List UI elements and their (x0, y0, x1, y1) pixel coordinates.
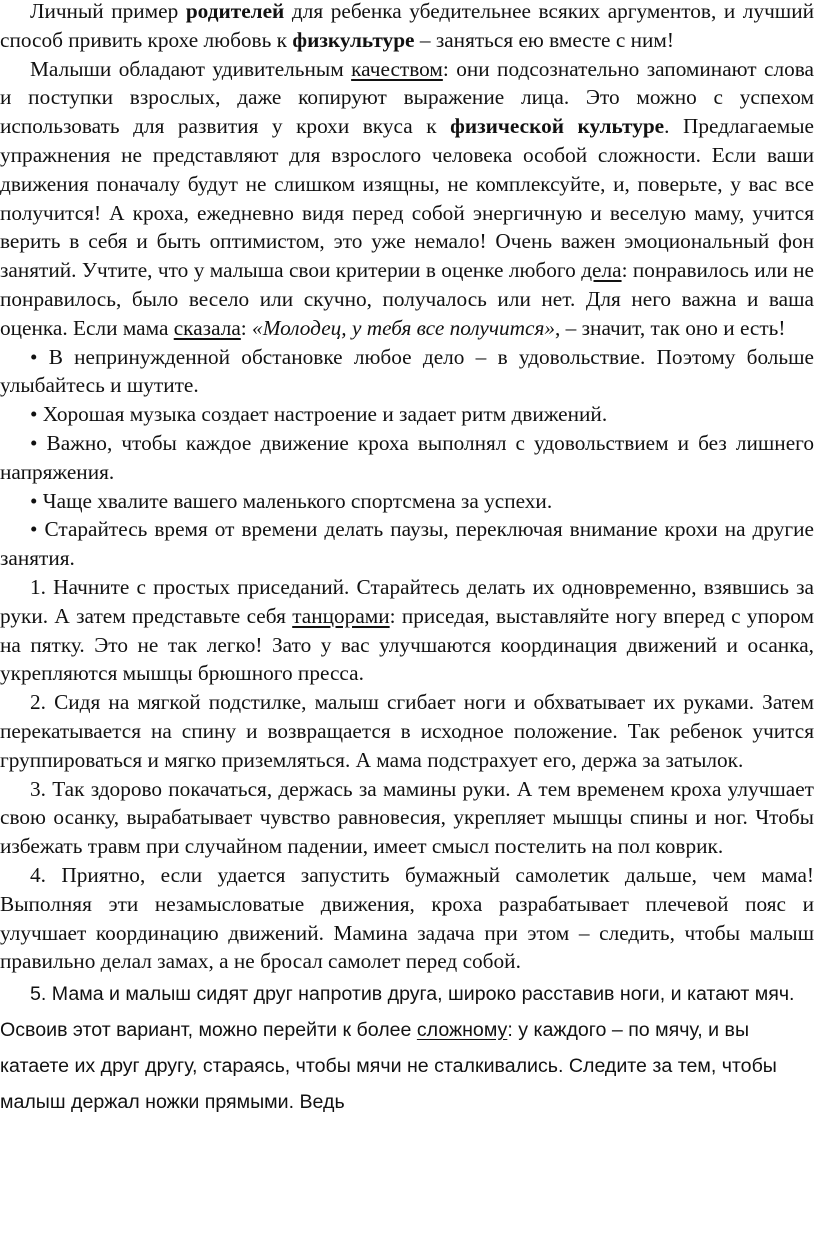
bullet-item: • Старайтесь время от времени делать паузы, переключая внимание крохи на другие занятия. (0, 517, 814, 571)
bold-text: родителей (185, 0, 285, 23)
text: : приседая, выставляйте ногу вперед с упором на пятку. Это не так легко! Зато у вас улучшаются координация движений и осанка, укрепляются мышцы брюшного пресса. (0, 603, 814, 686)
text: – заняться ею вместе с ним! (414, 27, 674, 52)
exercise-4: 4. Приятно, если удается запустить бумажный самолетик дальше, чем мама! Выполняя эти незамысловатые движения, кроха разрабатывает плечевой пояс и улучшает координацию движений. Мамина задача при этом – следить, чтобы малыш правильно делал замах, а не бросал самолет перед собой. (0, 862, 814, 974)
text: : у каждого – по мячу, и вы катаете их друг другу, стараясь, чтобы мячи не сталкивались. Следите за тем, чтобы малыш держал ножки прямыми. Ведь (0, 1019, 777, 1114)
text: для ребенка убедительнее всяких аргументов, и лучший способ привить крохе любовь к (0, 0, 814, 52)
text: 5. Мама и малыш сидят друг напротив друга, широко расставив ноги, и катают мяч. Освоив этот вариант, можно перейти к более (0, 983, 795, 1042)
link-kachestvom[interactable]: качеством (351, 56, 443, 81)
paragraph-intro (0, 0, 814, 55)
text: Малыши обладают удивительным (30, 56, 352, 81)
link-skazala[interactable]: сказала (173, 315, 241, 340)
bold-text: физкультуре (292, 27, 415, 52)
bullet-item: • Чаще хвалите вашего маленького спортсмена за успехи. (30, 488, 553, 513)
exercise-2: 2. Сидя на мягкой подстилке, малыш сгибает ноги и обхватывает их руками. Затем перекатывается на спину и возвращается в исходное положение. Так ребенок учится группироваться и мягко приземляться. А мама подстрахует его, держа за затылок. (0, 690, 814, 772)
bullet-item: • Важно, чтобы каждое движение кроха выполнял с удовольствием и без лишнего напряжения. (0, 430, 814, 484)
bullet-item: • В непринужденной обстановке любое дело – в удовольствие. Поэтому больше улыбайтесь и шутите. (0, 344, 814, 398)
paragraph-main (0, 55, 814, 343)
bullet-item: • Хорошая музыка создает настроение и задает ритм движений. (30, 402, 608, 427)
link-dela[interactable]: дела (581, 258, 622, 283)
text: : (240, 315, 253, 340)
text: : понравилось или не понравилось, было весело или скучно, получалось или нет. Для него важна и ваша оценка. Если мама (0, 258, 814, 340)
text: , – значит, так оно и есть! (555, 315, 786, 340)
text: 1. Начните с простых приседаний. Старайтесь делать их одновременно, взявшись за руки. А затем представьте себя (0, 574, 814, 628)
link-slozhnomu[interactable]: сложному (416, 1019, 508, 1042)
text: : они подсознательно запоминают слова и поступки взрослых, даже копируют выражение лица. Это можно с успехом использовать для развития у крохи вкуса к (0, 56, 814, 139)
text: Личный пример (30, 0, 186, 23)
exercise-5 (0, 976, 800, 1120)
link-tancorami[interactable]: танцорами (292, 603, 390, 628)
exercise-1 (0, 573, 814, 688)
bold-text: физической культуре (450, 114, 665, 139)
exercise-3: 3. Так здорово покачаться, держась за мамины руки. А тем временем кроха улучшает свою осанку, вырабатывает чувство равновесия, укрепляет мышцы спины и ног. Чтобы избежать травм при случайном падении, имеет смысл постелить на пол коврик. (0, 776, 814, 859)
text: . Предлагаемые упражнения не представляют для взрослого человека особой сложности. Если ваши движения поначалу будут не слишком изящны, не комплексуйте, и, поверьте, у вас все получится! А кроха, ежедневно видя перед собой энергичную и веселую маму, учится верить в себя и быть оптимистом, это уже немало! Очень важен эмоциональный фон занятий. Учтите, что у малыша свои критерии в оценке любого (0, 114, 814, 283)
italic-quote: «Молодец, у тебя все получится» (252, 315, 556, 340)
